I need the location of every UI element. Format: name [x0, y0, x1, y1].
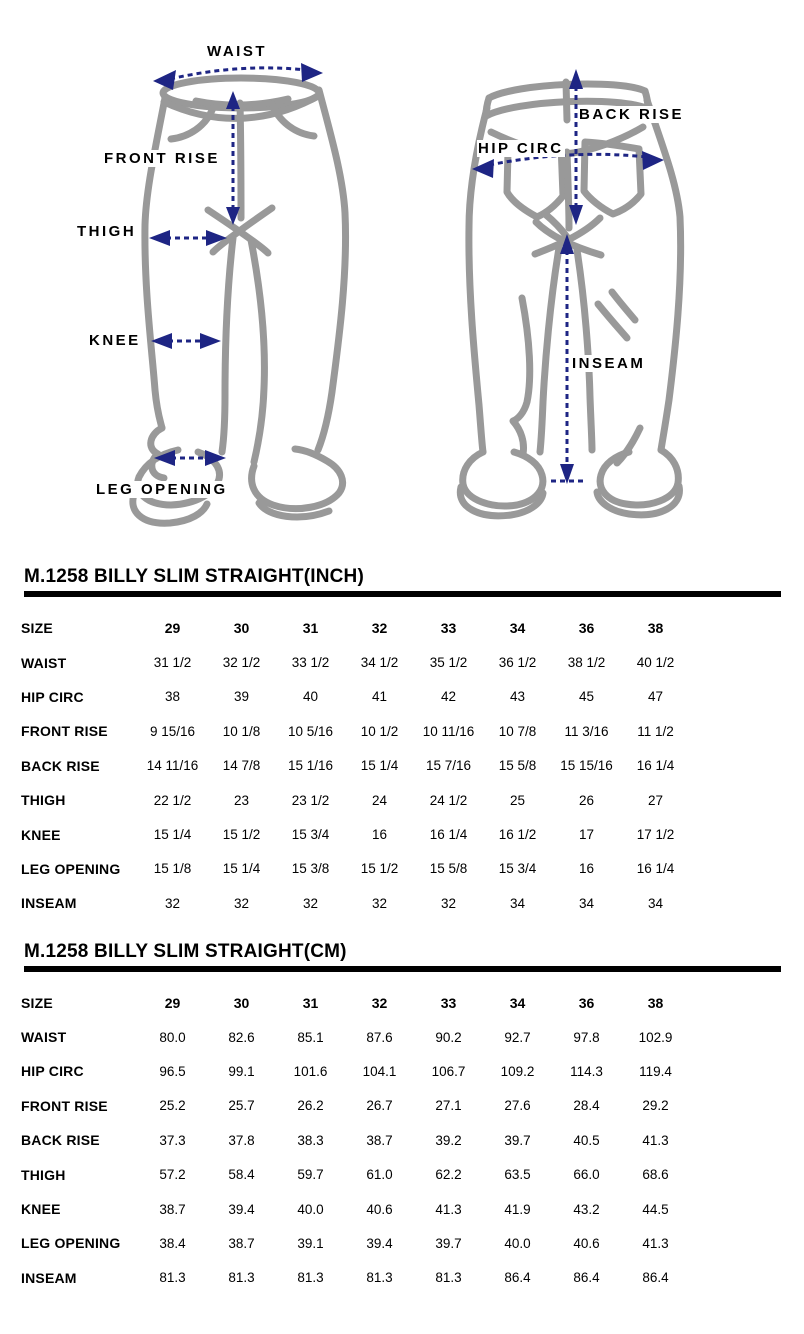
table-grid-cm	[21, 986, 804, 1296]
size-table-cm	[0, 921, 804, 1296]
measurement-value: 39.2	[435, 1132, 462, 1148]
measurement-value: 32	[164, 895, 181, 911]
label-hip-circ: HIP CIRC	[478, 140, 564, 157]
measurement-value: 62.2	[435, 1167, 462, 1183]
measurement-value: 15 3/8	[291, 861, 330, 877]
measurement-value: 39	[233, 689, 250, 705]
measurement-value: 29.2	[642, 1098, 669, 1114]
measurement-value: 15 7/16	[425, 758, 472, 774]
measurement-value: 109.2	[500, 1063, 535, 1079]
label-leg-opening: LEG OPENING	[96, 481, 228, 498]
measurement-value: 35 1/2	[429, 655, 468, 671]
measurement-value: 34	[647, 895, 664, 911]
measurement-value: 41	[371, 689, 388, 705]
measurement-value: 41.3	[435, 1201, 462, 1217]
measurement-value: 11 3/16	[564, 723, 609, 739]
measurement-value: 80.0	[159, 1029, 186, 1045]
size-column-header: 32	[371, 620, 388, 637]
measurement-value: 47	[647, 689, 664, 705]
measurement-value: 87.6	[366, 1029, 393, 1045]
row-label: FRONT RISE	[21, 1097, 108, 1114]
measurement-value: 24 1/2	[429, 792, 468, 808]
measurement-value: 119.4	[639, 1063, 672, 1079]
measurement-value: 33 1/2	[291, 655, 330, 671]
size-column-header: 30	[233, 994, 250, 1011]
label-inseam: INSEAM	[572, 355, 646, 372]
size-column-header: 36	[578, 620, 595, 637]
title-rule	[24, 966, 781, 972]
size-column-header: 38	[647, 620, 664, 637]
size-column-header: 33	[440, 620, 457, 637]
row-label: INSEAM	[21, 895, 77, 912]
measurement-value: 16	[371, 827, 388, 843]
measurement-value: 10 11/16	[422, 723, 475, 739]
measurement-value: 36 1/2	[498, 655, 537, 671]
size-column-header: 36	[578, 994, 595, 1011]
row-label: THIGH	[21, 792, 66, 809]
measurement-value: 28.4	[573, 1098, 600, 1114]
size-column-header: 30	[233, 620, 250, 637]
row-label: HIP CIRC	[21, 1063, 84, 1080]
measurement-value: 17 1/2	[636, 827, 675, 843]
measurement-value: 58.4	[228, 1167, 255, 1183]
measurement-value: 15 1/16	[287, 758, 334, 774]
measurement-value: 23 1/2	[291, 792, 330, 808]
size-header-label: SIZE	[21, 620, 53, 637]
measurement-value: 102.9	[638, 1029, 673, 1045]
measurement-value: 15 3/4	[498, 861, 537, 877]
measurement-value: 34 1/2	[360, 655, 399, 671]
measurement-value: 82.6	[228, 1029, 255, 1045]
measurement-value: 40 1/2	[636, 655, 675, 671]
size-column-header: 34	[509, 620, 526, 637]
measurement-value: 25.2	[159, 1098, 186, 1114]
measurement-value: 15 5/8	[429, 861, 468, 877]
row-label: BACK RISE	[21, 1132, 100, 1149]
measurement-value: 63.5	[504, 1167, 531, 1183]
measurement-value: 40.5	[573, 1132, 600, 1148]
measurement-value: 40.0	[504, 1235, 531, 1251]
size-column-header: 29	[164, 620, 181, 637]
measurement-value: 96.5	[159, 1063, 186, 1079]
measurement-value: 86.4	[504, 1270, 531, 1286]
measurement-value: 16 1/2	[498, 827, 537, 843]
measurement-value: 34	[509, 895, 526, 911]
measurement-value: 38.7	[159, 1201, 186, 1217]
row-label: KNEE	[21, 826, 61, 843]
measurement-value: 38.4	[159, 1235, 186, 1251]
row-label: FRONT RISE	[21, 723, 108, 740]
measurement-value: 90.2	[435, 1029, 462, 1045]
measurement-value: 31 1/2	[153, 655, 192, 671]
row-label: THIGH	[21, 1166, 66, 1183]
measurement-value: 27	[647, 792, 664, 808]
measurement-value: 86.4	[642, 1270, 669, 1286]
measurement-value: 44.5	[642, 1201, 669, 1217]
table-title-cm: M.1258 BILLY SLIM STRAIGHT(CM)	[24, 940, 347, 962]
measurement-value: 43.2	[573, 1201, 600, 1217]
measurement-value: 22 1/2	[153, 792, 192, 808]
measurement-value: 81.3	[228, 1270, 255, 1286]
measurement-value: 32	[302, 895, 319, 911]
measurement-value: 40.0	[297, 1201, 324, 1217]
measurement-value: 34	[578, 895, 595, 911]
measurement-value: 27.1	[435, 1098, 462, 1114]
size-header-label: SIZE	[21, 994, 53, 1011]
measurement-value: 37.8	[228, 1132, 255, 1148]
measurement-value: 92.7	[504, 1029, 531, 1045]
row-label: INSEAM	[21, 1269, 77, 1286]
measurement-value: 57.2	[159, 1167, 186, 1183]
row-label: BACK RISE	[21, 757, 100, 774]
table-grid-inch	[21, 611, 804, 921]
row-label: LEG OPENING	[21, 860, 121, 877]
label-front-rise: FRONT RISE	[104, 150, 220, 167]
size-column-header: 31	[302, 994, 319, 1011]
measurement-value: 10 1/2	[360, 723, 399, 739]
measurement-value: 101.6	[293, 1063, 328, 1079]
measurement-value: 59.7	[297, 1167, 324, 1183]
measurement-value: 81.3	[297, 1270, 324, 1286]
measurement-value: 99.1	[228, 1063, 255, 1079]
measurement-value: 15 3/4	[291, 827, 330, 843]
label-thigh: THIGH	[77, 223, 137, 240]
measurement-value: 10 1/8	[222, 723, 261, 739]
knee-arrow	[151, 333, 221, 349]
measurement-value: 114.3	[570, 1063, 603, 1079]
size-column-header: 32	[371, 994, 388, 1011]
label-knee: KNEE	[89, 332, 141, 349]
measurement-value: 86.4	[573, 1270, 600, 1286]
measurement-value: 32	[371, 895, 388, 911]
measurement-value: 40	[302, 689, 319, 705]
measurement-value: 81.3	[159, 1270, 186, 1286]
measurement-value: 25.7	[228, 1098, 255, 1114]
measurement-value: 15 5/8	[498, 758, 537, 774]
measurement-value: 26.7	[366, 1098, 393, 1114]
table-title-inch: M.1258 BILLY SLIM STRAIGHT(INCH)	[24, 566, 364, 587]
measurement-value: 10 5/16	[287, 723, 334, 739]
measurement-value: 43	[509, 689, 526, 705]
measurement-value: 104.1	[362, 1063, 397, 1079]
measurement-value: 45	[578, 689, 595, 705]
measurement-value: 27.6	[504, 1098, 531, 1114]
measurement-value: 81.3	[435, 1270, 462, 1286]
measurement-value: 38.3	[297, 1132, 324, 1148]
measurement-value: 106.7	[431, 1063, 466, 1079]
measurement-value: 25	[509, 792, 526, 808]
measurement-value: 40.6	[573, 1235, 600, 1251]
measurement-value: 10 7/8	[498, 723, 537, 739]
size-column-header: 38	[647, 994, 664, 1011]
measurement-value: 23	[233, 792, 250, 808]
measurement-value: 40.6	[366, 1201, 393, 1217]
measurement-value: 32	[440, 895, 457, 911]
size-column-header: 29	[164, 994, 181, 1011]
size-column-header: 31	[302, 620, 319, 637]
pants-illustration-svg	[0, 0, 804, 560]
row-label: LEG OPENING	[21, 1235, 121, 1252]
measurement-value: 17	[578, 827, 595, 843]
measurement-value: 11 1/2	[637, 723, 674, 739]
thigh-arrow	[149, 230, 227, 246]
measurement-value: 41.3	[642, 1132, 669, 1148]
measurement-value: 15 1/2	[360, 861, 399, 877]
size-column-header: 34	[509, 994, 526, 1011]
measurement-value: 85.1	[297, 1029, 324, 1045]
measurement-value: 14 7/8	[222, 758, 261, 774]
measurement-value: 39.4	[228, 1201, 255, 1217]
measurement-value: 24	[371, 792, 388, 808]
measurement-value: 15 15/16	[560, 758, 613, 774]
row-label: HIP CIRC	[21, 688, 84, 705]
row-label: WAIST	[21, 654, 67, 671]
measurement-value: 39.1	[297, 1235, 324, 1251]
measurement-value: 15 1/4	[222, 861, 261, 877]
row-label: WAIST	[21, 1029, 67, 1046]
measurement-value: 66.0	[573, 1167, 600, 1183]
measurement-value: 16 1/4	[636, 758, 675, 774]
measurement-value: 15 1/4	[153, 827, 192, 843]
measurement-value: 32 1/2	[222, 655, 261, 671]
measurement-value: 37.3	[159, 1132, 186, 1148]
measurement-value: 39.7	[435, 1235, 462, 1251]
measurement-value: 14 11/16	[146, 758, 199, 774]
measurement-value: 32	[233, 895, 250, 911]
measurement-value: 15 1/8	[153, 861, 192, 877]
measurement-value: 41.3	[642, 1235, 669, 1251]
measurement-diagram	[0, 0, 804, 560]
size-table-inch	[0, 560, 804, 921]
measurement-value: 16 1/4	[429, 827, 468, 843]
row-label: KNEE	[21, 1201, 61, 1218]
measurement-value: 9 15/16	[149, 723, 196, 739]
measurement-value: 39.7	[504, 1132, 531, 1148]
measurement-value: 38 1/2	[567, 655, 606, 671]
measurement-value: 15 1/2	[222, 827, 261, 843]
measurement-value: 68.6	[642, 1167, 669, 1183]
measurement-value: 39.4	[366, 1235, 393, 1251]
measurement-value: 38.7	[228, 1235, 255, 1251]
measurement-value: 26.2	[297, 1098, 324, 1114]
measurement-value: 16	[578, 861, 595, 877]
label-waist: WAIST	[207, 43, 267, 60]
title-rule	[24, 591, 781, 597]
measurement-value: 97.8	[573, 1029, 600, 1045]
size-column-header: 33	[440, 994, 457, 1011]
measurement-value: 15 1/4	[360, 758, 399, 774]
measurement-value: 61.0	[366, 1167, 393, 1183]
measurement-value: 42	[440, 689, 457, 705]
measurement-value: 16 1/4	[636, 861, 675, 877]
label-back-rise: BACK RISE	[579, 106, 685, 123]
measurement-value: 26	[578, 792, 595, 808]
measurement-value: 41.9	[504, 1201, 531, 1217]
measurement-value: 38	[164, 689, 181, 705]
measurement-value: 81.3	[366, 1270, 393, 1286]
measurement-value: 38.7	[366, 1132, 393, 1148]
